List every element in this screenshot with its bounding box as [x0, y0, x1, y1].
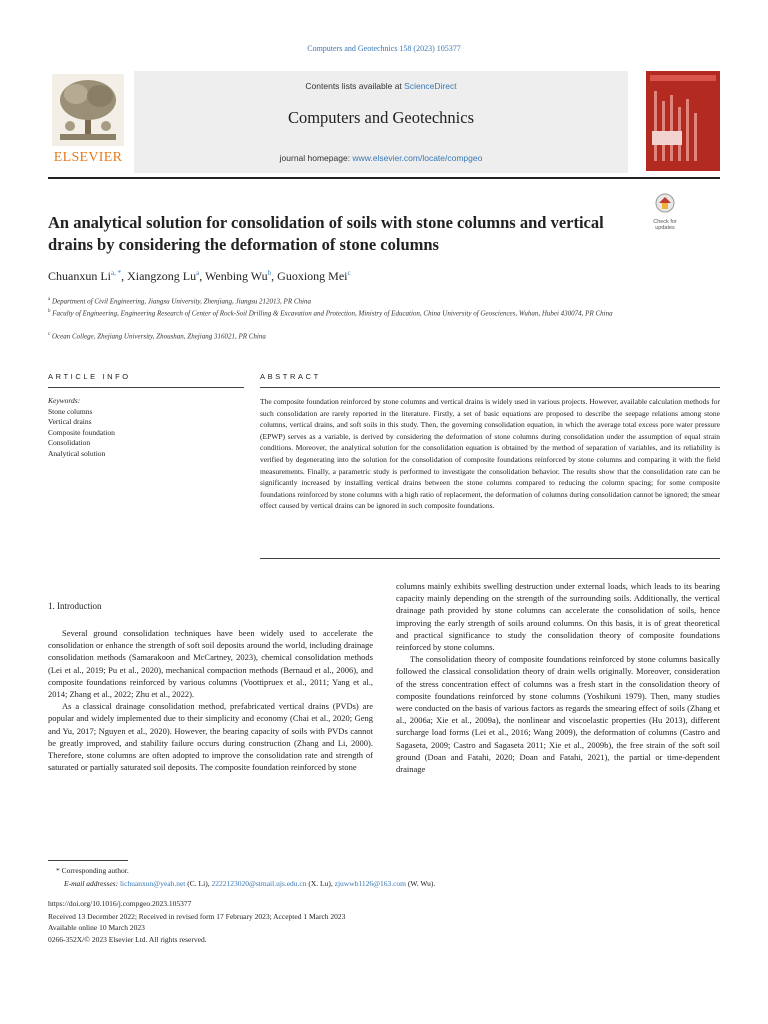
keyword-item: Analytical solution [48, 448, 106, 458]
corresponding-author-note: * Corresponding author. [56, 866, 129, 875]
article-info-heading: ARTICLE INFO [48, 372, 131, 381]
right-column [396, 580, 720, 775]
email-link[interactable]: lichuanxun@yeah.net [119, 879, 186, 888]
sciencedirect-link[interactable]: ScienceDirect [404, 81, 457, 91]
keywords-label: Keywords: [48, 396, 81, 405]
homepage-link[interactable]: www.elsevier.com/locate/compgeo [352, 153, 483, 163]
journal-cover-image[interactable] [646, 71, 720, 171]
paragraph: Several ground consolidation techniques have been widely used to accelerate the consolidation or enhance the strength of soft soil deposits around the world, including drainage consolidation methods (Samarakoon and McCartney, 2023), chemical consolidation methods (Lei et al., 2019; Pu et al., 2020), mechanical compaction methods (Bernaud et al., 2006), and composite foundations reinforced by various columns (Voottipruex et al., 2011; Yang et al., 2014; Zhang et al., 2022; Zhu et al., 2022). [48, 628, 373, 700]
paragraph: The consolidation theory of composite foundations reinforced by stone columns basically followed the classical consolidation theory of drain wells originally. Moreover, consideration of the stress concentration effect of columns was a fresh start in the consolidation theory of composite foundations reinforced by stone columns (Yoshikuni 1979). Then, many studies were conducted on the basis of various factors as regards the smearing effect of soils (Zhang et al., 2006a; Xie et al., 2009a), the nonlinear and viscoelastic properties (Hu 2013), different surcharge load forms (Lei et al., 2016; Wang 2009), the deformation of columns (Castro and Sagaseta, 2009; Castro and Sagaseta 2011; Xie et al., 2009b), the free strain of the soft soil ground (Doan and Fatahi, 2020; Doan and Fatahi, 2021), the partial or time-dependent drainage [396, 654, 720, 775]
copyright: 0266-352X/© 2023 Elsevier Ltd. All rights reserved. [48, 935, 207, 944]
author-3[interactable]: Wenbing Wu [205, 269, 268, 283]
author-4-sup[interactable]: c [347, 269, 351, 277]
keywords-block [48, 396, 115, 459]
left-column [48, 627, 373, 773]
keyword-item: Stone columns [48, 406, 93, 416]
article-info-rule [48, 387, 244, 388]
abstract-text: The composite foundation reinforced by stone columns and vertical drains is widely used in various projects. However, available calculation methods for such consolidation are rarely reported in the literature. Firstly, a set of basic equations are proposed to describe the seepage relations among stone columns, vertical drains, and soft soils in this study. Then, the governing consolidation equation, in which the average total excess pore water pressure (EPWP) serves as a variable, is derived by considering the deformation of stone columns during consolidation under the assumption of equal strain conditions. Moreover, the analytical solution for the consolidation equation is obtained by the method of separation of variables, and its reliability is verified by degenerating into the solution for the consolidation of composite foundations reinforced by stone columns and comparing it with the field measurements. Finally, a parametric study is performed to investigate the consolidation behavior. The results show that the consolidation rate can be significantly increased by installing vertical drains between the stone columns compared to reducing the column spacing; for some composite foundations reinforced by stone columns with a high ratio of replacement, the deformation of columns during consolidation cannot be ignored; the smear effect caused by vertical drains can be ignored in such composite foundations. [260, 397, 720, 511]
affiliation-a: $^a$ Department of Civil Engineering, Jiangsu University, Zhenjiang, Jiangsu 212013, PR China [48, 297, 311, 306]
section-heading-introduction: 1. Introduction [48, 601, 102, 611]
check-for-updates-badge[interactable] [645, 192, 685, 231]
journal-title: Computers and Geotechnics [287, 108, 475, 127]
author-4[interactable]: Guoxiong Mei [277, 269, 348, 283]
keyword-item: Composite foundation [48, 427, 115, 437]
author-2[interactable]: Xiangzong Lu [127, 269, 197, 283]
abstract-heading: ABSTRACT [260, 372, 321, 381]
author-1[interactable]: Chuanxun Li [48, 269, 111, 283]
contents-line: Contents lists available at ScienceDirect [305, 81, 457, 91]
check-for-updates-icon [645, 192, 685, 214]
article-title: An analytical solution for consolidation of soils with stone columns and vertical drains by considering the deformation of stone columns [48, 213, 604, 254]
paragraph: As a classical drainage consolidation method, prefabricated vertical drains (PVDs) are popular and widely implemented due to their simplicity and economy (Chai et al., 2020; Geng and Yu, 2017; Nguyen et al., 2020). However, the bearing capacity of soils with PVDs cannot be greatly improved, and stability failure occurs during construction (Zhang and Li, 2000). Therefore, stone columns are often adopted to improve the consolidation rate and strength of saturated or partially saturated soil deposits. The composite foundation reinforced by stone [48, 701, 373, 773]
footnote-rule [48, 860, 128, 861]
header-rule [48, 177, 720, 179]
journal-citation[interactable]: Computers and Geotechnics 158 (2023) 105377 [307, 44, 461, 53]
author-2-sup[interactable]: a [196, 269, 200, 277]
available-online: Available online 10 March 2023 [48, 923, 145, 932]
email-addresses: E-mail addresses: lichuanxun@yeah.net (C. Li), 2222123020@stmail.ujs.edu.cn (X. Lu), zjuwwb1126@163.com (W. Wu). [64, 879, 436, 888]
elsevier-tree-logo [52, 74, 124, 146]
check-for-updates-label: Check for updates [653, 219, 677, 231]
author-3-sup[interactable]: b [267, 269, 272, 277]
email-link[interactable]: zjuwwb1126@163.com [334, 879, 407, 888]
keyword-item: Consolidation [48, 438, 91, 447]
email-link[interactable]: 2222123020@stmail.ujs.edu.cn [211, 879, 307, 888]
doi-link[interactable]: https://doi.org/10.1016/j.compgeo.2023.105377 [48, 899, 192, 908]
abstract-bottom-rule [260, 558, 720, 559]
author-1-sup[interactable]: a, * [111, 269, 122, 277]
paragraph: columns mainly exhibits swelling destruction under external loads, which leads to its bearing capacity mainly depending on the strength of the surrounding soils. Additionally, the vertical drainage path provided by stone columns can accelerate the consolidation of soils, hence improving the early strength of soils around columns. On this basis, it is of great theoretical and practical significance to study the consolidation theory of composite foundations reinforced by stone columns. [396, 581, 720, 653]
elsevier-wordmark: ELSEVIER [53, 150, 123, 165]
abstract-rule [260, 387, 720, 388]
received-dates: Received 13 December 2022; Received in revised form 17 February 2023; Accepted 1 March 2023 [48, 912, 346, 921]
affiliation-b: $^b$ Faculty of Engineering, Engineering Research of Center of Rock-Soil Drilling & Excavation and Protection, Ministry of Education, China University of Geosciences, Wuhan, Hubei 430074, PR China [48, 309, 613, 318]
affiliation-c: $^c$ Ocean College, Zhejiang University, Zhoushan, Zhejiang 316021, PR China [48, 332, 266, 341]
keyword-item: Vertical drains [48, 417, 92, 426]
homepage-line: journal homepage: www.elsevier.com/locate/compgeo [279, 153, 483, 163]
author-list: Chuanxun $Li^{a, *}$, Xiangzong Lu$^a$, Wenbing Wu$^b$, Guoxiong Mei$^c$ [48, 269, 351, 283]
